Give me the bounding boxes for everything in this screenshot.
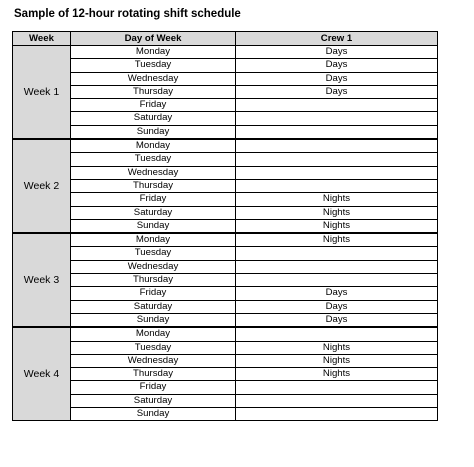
table-row — [13, 233, 438, 247]
shift-cell: Nights — [236, 206, 438, 219]
shift-cell: Nights — [236, 219, 438, 233]
table-row — [13, 59, 438, 72]
week-header: Week — [13, 32, 71, 46]
shift-cell — [236, 274, 438, 287]
day-cell: Tuesday — [71, 59, 236, 72]
shift-cell: Days — [236, 313, 438, 327]
day-cell: Wednesday — [71, 260, 236, 273]
shift-cell: Nights — [236, 193, 438, 206]
table-row — [13, 313, 438, 327]
shift-cell — [236, 99, 438, 112]
table-row — [13, 85, 438, 98]
shift-cell — [236, 112, 438, 125]
table-row — [13, 193, 438, 206]
table-row — [13, 46, 438, 59]
day-cell: Saturday — [71, 394, 236, 407]
day-cell: Sunday — [71, 408, 236, 421]
shift-cell — [236, 381, 438, 394]
day-cell: Thursday — [71, 368, 236, 381]
header-row — [13, 32, 438, 46]
table-row — [13, 153, 438, 166]
day-cell: Thursday — [71, 274, 236, 287]
shift-cell: Nights — [236, 341, 438, 354]
week-label: Week 3 — [13, 233, 71, 327]
table-row — [13, 327, 438, 341]
day-cell: Saturday — [71, 300, 236, 313]
day-cell: Friday — [71, 193, 236, 206]
day-cell: Friday — [71, 381, 236, 394]
day-cell: Monday — [71, 233, 236, 247]
week-label: Week 2 — [13, 139, 71, 233]
day-header: Day of Week — [71, 32, 236, 46]
page-title: Sample of 12-hour rotating shift schedule — [14, 8, 241, 20]
table-row — [13, 179, 438, 192]
day-cell: Wednesday — [71, 166, 236, 179]
shift-cell — [236, 153, 438, 166]
day-cell: Saturday — [71, 112, 236, 125]
shift-cell: Days — [236, 287, 438, 300]
table-row — [13, 166, 438, 179]
day-cell: Wednesday — [71, 354, 236, 367]
shift-cell — [236, 179, 438, 192]
week-label: Week 1 — [13, 46, 71, 140]
shift-cell: Days — [236, 46, 438, 59]
shift-cell: Days — [236, 85, 438, 98]
table-row — [13, 260, 438, 273]
schedule-table — [12, 31, 438, 421]
shift-cell: Nights — [236, 233, 438, 247]
table-row — [13, 354, 438, 367]
shift-cell — [236, 260, 438, 273]
shift-cell: Nights — [236, 368, 438, 381]
schedule-body — [13, 46, 438, 421]
day-cell: Tuesday — [71, 247, 236, 260]
day-cell: Tuesday — [71, 341, 236, 354]
day-cell: Thursday — [71, 85, 236, 98]
table-row — [13, 112, 438, 125]
table-row — [13, 72, 438, 85]
table-row — [13, 408, 438, 421]
table-row — [13, 274, 438, 287]
table-row — [13, 381, 438, 394]
crew-header: Crew 1 — [236, 32, 438, 46]
shift-cell: Days — [236, 59, 438, 72]
table-row — [13, 206, 438, 219]
shift-cell — [236, 166, 438, 179]
shift-cell: Days — [236, 300, 438, 313]
day-cell: Friday — [71, 99, 236, 112]
week-label: Week 4 — [13, 327, 71, 421]
shift-cell — [236, 408, 438, 421]
day-cell: Saturday — [71, 206, 236, 219]
table-row — [13, 125, 438, 139]
day-cell: Monday — [71, 46, 236, 59]
day-cell: Sunday — [71, 125, 236, 139]
shift-cell: Nights — [236, 354, 438, 367]
table-row — [13, 99, 438, 112]
day-cell: Sunday — [71, 219, 236, 233]
shift-cell: Days — [236, 72, 438, 85]
table-row — [13, 139, 438, 153]
table-row — [13, 341, 438, 354]
table-row — [13, 219, 438, 233]
table-row — [13, 300, 438, 313]
table-row — [13, 394, 438, 407]
shift-cell — [236, 247, 438, 260]
table-row — [13, 247, 438, 260]
shift-cell — [236, 125, 438, 139]
day-cell: Friday — [71, 287, 236, 300]
table-row — [13, 368, 438, 381]
table-row — [13, 287, 438, 300]
day-cell: Wednesday — [71, 72, 236, 85]
day-cell: Tuesday — [71, 153, 236, 166]
day-cell: Sunday — [71, 313, 236, 327]
day-cell: Thursday — [71, 179, 236, 192]
day-cell: Monday — [71, 327, 236, 341]
shift-cell — [236, 327, 438, 341]
shift-cell — [236, 394, 438, 407]
day-cell: Monday — [71, 139, 236, 153]
shift-cell — [236, 139, 438, 153]
